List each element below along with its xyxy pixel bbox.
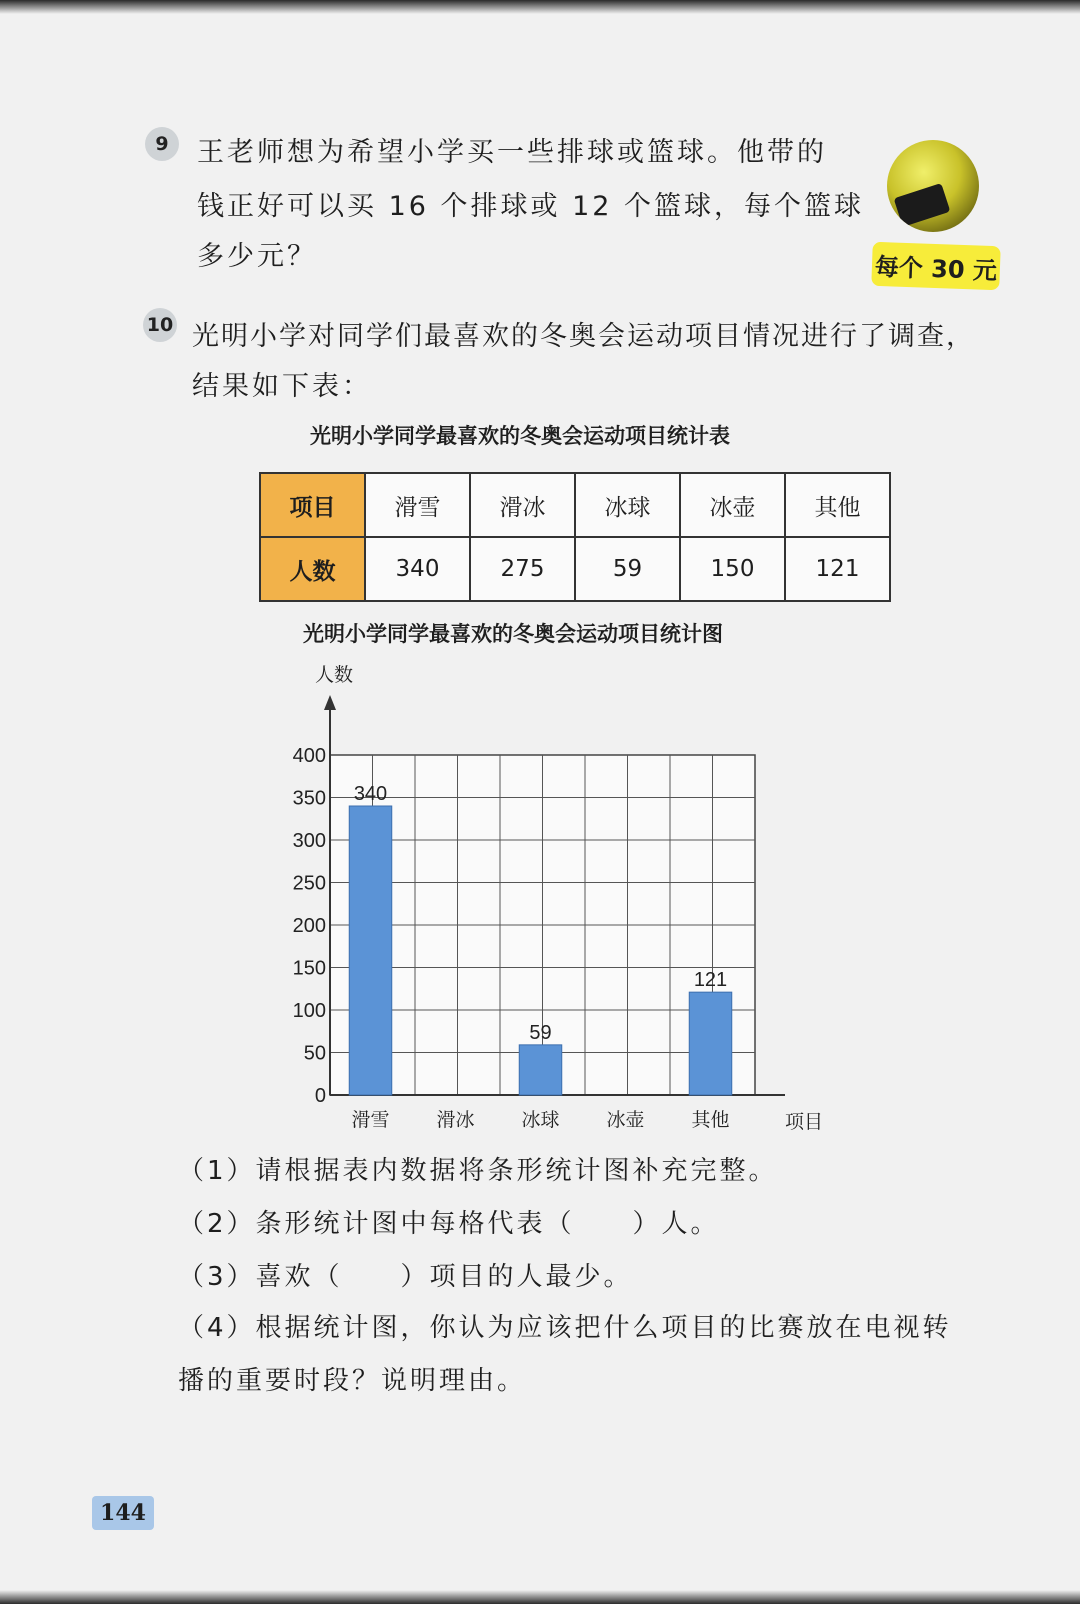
data-label: 340 <box>353 783 388 805</box>
table-cell: 冰球 <box>575 473 680 537</box>
table-cell: 冰壶 <box>680 473 785 537</box>
x-tick-label: 冰球 <box>521 1109 560 1131</box>
y-axis-label: 人数 <box>315 665 354 686</box>
y-tick-label: 250 <box>292 872 326 895</box>
table-header-count: 人数 <box>260 537 365 601</box>
question-10-line-1: 光明小学对同学们最喜欢的冬奥会运动项目情况进行了调查， <box>192 321 975 352</box>
x-tick-label: 冰壶 <box>606 1109 645 1131</box>
sub-question-4-line-2: 播的重要时段？说明理由。 <box>178 1366 527 1396</box>
y-tick-label: 300 <box>292 830 326 852</box>
question-9-line-2: 钱正好可以买 16 个排球或 12 个篮球，每个篮球 <box>197 191 865 222</box>
table-header-item: 项目 <box>260 473 365 537</box>
question-9-line-3: 多少元？ <box>197 241 317 272</box>
sub-question-3: （3）喜欢（ ）项目的人最少。 <box>178 1262 633 1292</box>
y-tick-label: 50 <box>303 1042 326 1065</box>
y-tick-label: 0 <box>314 1085 326 1107</box>
data-label: 59 <box>529 1021 552 1044</box>
y-tick-label: 350 <box>292 787 326 810</box>
table-row <box>260 473 890 537</box>
y-tick-label: 400 <box>292 745 326 767</box>
y-tick-label: 200 <box>292 915 326 937</box>
price-tag: 每个 30 元 <box>871 242 1000 290</box>
question-10-line-2: 结果如下表： <box>192 371 372 402</box>
question-9-number: 9 <box>145 127 179 161</box>
table-cell: 59 <box>575 537 680 601</box>
bar-其他 <box>689 992 732 1095</box>
bar-滑雪 <box>349 806 392 1095</box>
page-number: 144 <box>92 1496 154 1530</box>
table-cell: 150 <box>680 537 785 601</box>
table-row <box>260 537 890 601</box>
question-10-number: 10 <box>143 308 177 342</box>
table-title: 光明小学同学最喜欢的冬奥会运动项目统计表 <box>310 424 730 448</box>
table-cell: 滑冰 <box>470 473 575 537</box>
page-bottom-edge <box>0 1590 1080 1604</box>
bar-chart <box>270 665 870 1165</box>
stats-table <box>259 472 891 602</box>
table-cell: 121 <box>785 537 890 601</box>
data-label: 121 <box>693 969 728 992</box>
y-axis-arrow <box>324 695 336 710</box>
page-top-edge <box>0 0 1080 14</box>
volleyball-image <box>887 140 979 232</box>
x-tick-label: 滑雪 <box>351 1109 390 1131</box>
sub-question-4-line-1: （4）根据统计图，你认为应该把什么项目的比赛放在电视转 <box>178 1313 952 1343</box>
question-9-line-1: 王老师想为希望小学买一些排球或篮球。他带的 <box>197 137 827 168</box>
x-tick-label: 其他 <box>691 1109 730 1131</box>
chart-title: 光明小学同学最喜欢的冬奥会运动项目统计图 <box>303 622 723 646</box>
table-cell: 275 <box>470 537 575 601</box>
sub-question-1: （1）请根据表内数据将条形统计图补充完整。 <box>178 1156 778 1186</box>
y-tick-label: 100 <box>292 1000 326 1022</box>
bar-冰球 <box>519 1045 562 1095</box>
x-tick-label: 滑冰 <box>436 1109 475 1131</box>
y-tick-label: 150 <box>292 957 326 980</box>
sub-question-2: （2）条形统计图中每格代表（ ）人。 <box>178 1209 720 1239</box>
x-axis-label: 项目 <box>785 1111 824 1133</box>
table-cell: 其他 <box>785 473 890 537</box>
table-cell: 滑雪 <box>365 473 470 537</box>
table-cell: 340 <box>365 537 470 601</box>
